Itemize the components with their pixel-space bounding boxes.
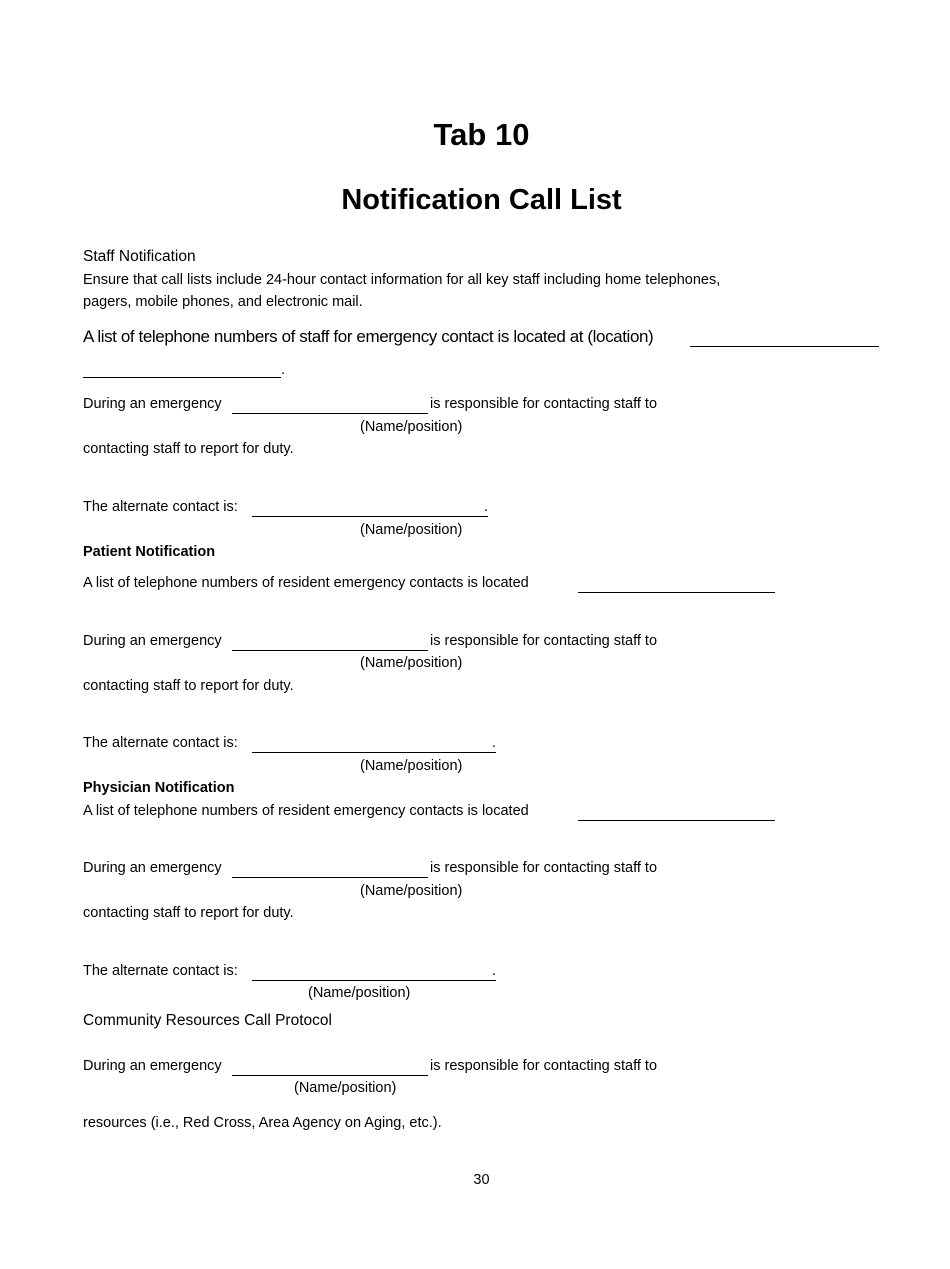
community-resources-text: resources (i.e., Red Cross, Area Agency on Aging, etc.). — [83, 1115, 442, 1131]
patient-alternate-blank — [252, 752, 496, 753]
community-during-blank — [232, 1075, 428, 1076]
patient-alternate-label: The alternate contact is: — [83, 735, 238, 751]
community-during-suffix: is responsible for contacting staff to — [430, 1058, 658, 1074]
patient-during-caption: (Name/position) — [360, 655, 463, 671]
staff-alternate-period: . — [484, 499, 489, 515]
physician-during-prefix: During an emergency — [83, 860, 222, 876]
staff-location-text: A list of telephone numbers of staff for emergency contact is located at (location) — [83, 327, 654, 346]
patient-location-blank — [578, 592, 775, 593]
staff-location-blank-1 — [690, 346, 879, 347]
staff-intro-line-2: pagers, mobile phones, and electronic mail. — [83, 294, 363, 310]
staff-alternate-label: The alternate contact is: — [83, 499, 238, 515]
physician-during-suffix: is responsible for contacting staff to — [430, 860, 658, 876]
patient-location-text: A list of telephone numbers of resident emergency contacts is located — [83, 575, 529, 591]
community-resources-heading: Community Resources Call Protocol — [83, 1012, 332, 1029]
physician-location-text: A list of telephone numbers of resident emergency contacts is located — [83, 803, 529, 819]
staff-alternate-blank — [252, 516, 488, 517]
community-during-caption: (Name/position) — [294, 1080, 397, 1096]
physician-alternate-label: The alternate contact is: — [83, 963, 238, 979]
staff-alternate-caption: (Name/position) — [360, 522, 463, 538]
staff-during-suffix: is responsible for contacting staff to — [430, 396, 658, 412]
staff-location-blank-2 — [83, 377, 281, 378]
staff-location-period: . — [281, 362, 286, 378]
page-title: Tab 10 — [433, 117, 530, 152]
staff-intro-line-1: Ensure that call lists include 24-hour contact information for all key staff including home telephones, — [83, 272, 721, 288]
patient-report-text: contacting staff to report for duty. — [83, 678, 294, 694]
staff-during-caption: (Name/position) — [360, 419, 463, 435]
patient-during-blank — [232, 650, 428, 651]
physician-alternate-period: . — [492, 963, 497, 979]
page-number: 30 — [473, 1172, 490, 1188]
staff-report-text: contacting staff to report for duty. — [83, 441, 294, 457]
patient-alternate-period: . — [492, 735, 497, 751]
physician-alternate-caption: (Name/position) — [308, 985, 411, 1001]
patient-during-suffix: is responsible for contacting staff to — [430, 633, 658, 649]
patient-notification-heading: Patient Notification — [83, 544, 216, 560]
physician-notification-heading: Physician Notification — [83, 780, 235, 796]
patient-alternate-caption: (Name/position) — [360, 758, 463, 774]
physician-during-blank — [232, 877, 428, 878]
physician-during-caption: (Name/position) — [360, 883, 463, 899]
physician-alternate-blank — [252, 980, 496, 981]
staff-during-blank — [232, 413, 428, 414]
physician-location-blank — [578, 820, 775, 821]
patient-during-prefix: During an emergency — [83, 633, 222, 649]
physician-report-text: contacting staff to report for duty. — [83, 905, 294, 921]
staff-during-prefix: During an emergency — [83, 396, 222, 412]
page-subtitle: Notification Call List — [341, 184, 622, 216]
community-during-prefix: During an emergency — [83, 1058, 222, 1074]
staff-notification-heading: Staff Notification — [83, 248, 196, 265]
